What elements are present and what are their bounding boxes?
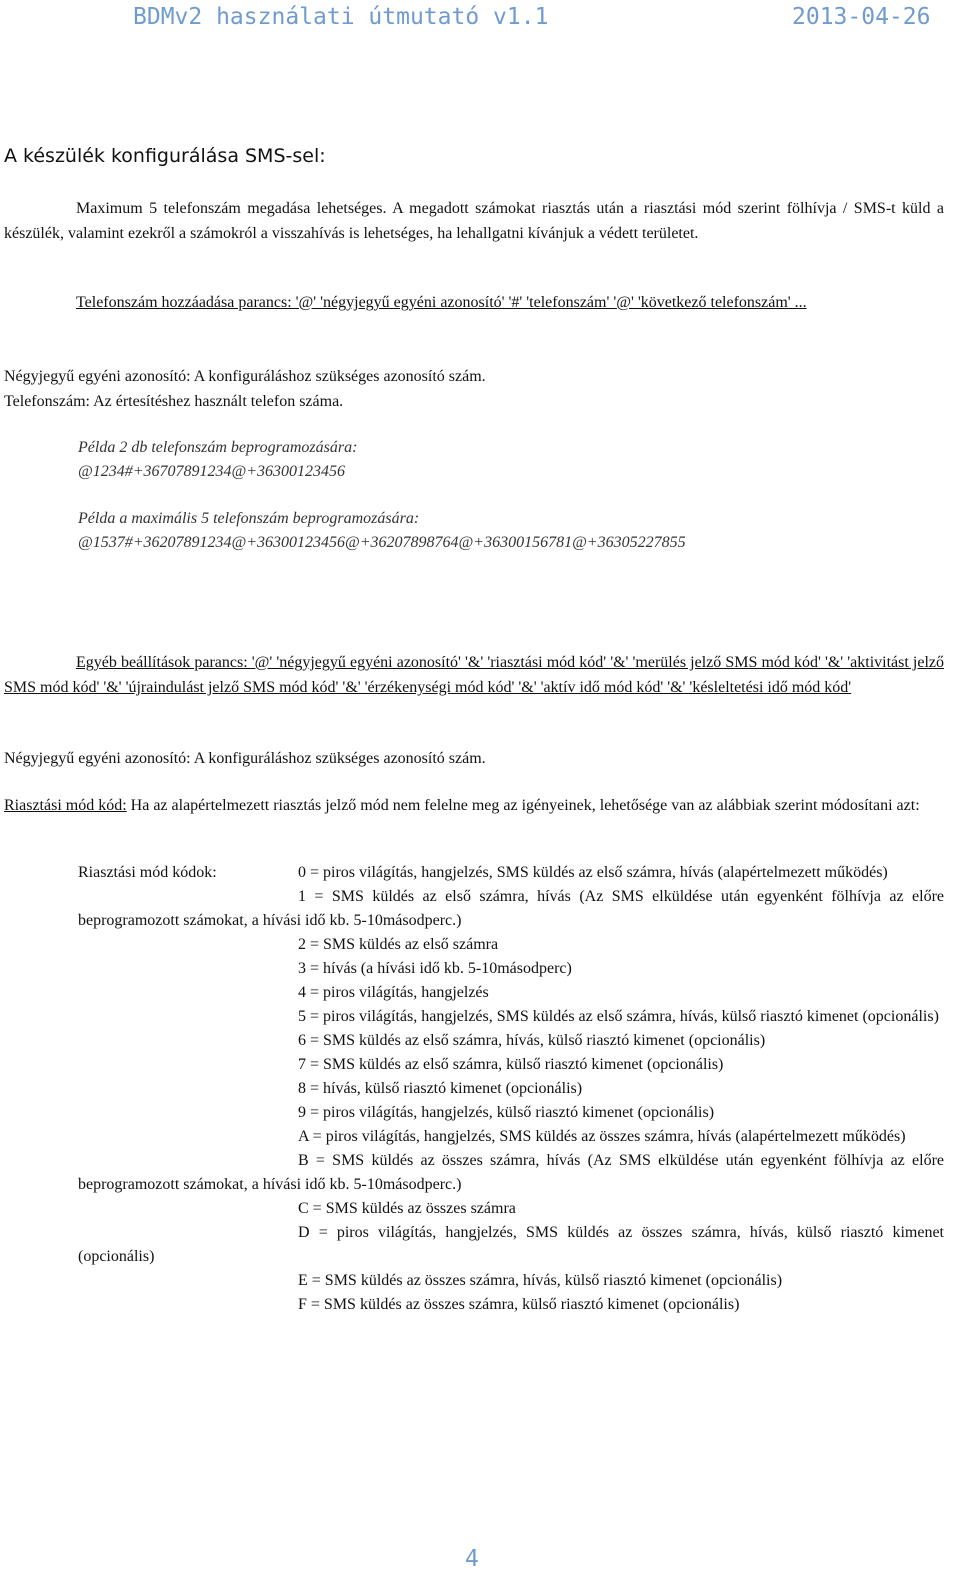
document-header-date: 2013-04-26 [792,4,931,30]
code-item: D = piros világítás, hangjelzés, SMS küldés az összes számra, hívás, külső riasztó kimenet (opcionális) [78,1224,944,1265]
code-item: 0 = piros világítás, hangjelzés, SMS küldés az első számra, hívás (alapértelmezett működés) [298,864,888,881]
other-settings-command: Egyéb beállítások parancs: '@' 'négyjegyű egyéni azonosító' '&' 'riasztási mód kód' '&' 'merülés jelző SMS mód kód' '&' 'aktivitást jelző SMS mód kód' '&' 'újraindulást jelző SMS mód kód' '&' 'érzékenységi mód kód' '&' 'aktív idő mód kód' '&' 'késleltetési idő mód kód' [4,654,944,696]
code-item: E = SMS küldés az összes számra, hívás, külső riasztó kimenet (opcionális) [298,1272,783,1289]
code-item: 6 = SMS küldés az első számra, hívás, külső riasztó kimenet (opcionális) [298,1032,766,1049]
example1-code: @1234#+36707891234@+36300123456 [78,463,346,480]
page-number: 4 [465,1546,479,1572]
document-header-title: BDMv2 használati útmutató v1.1 [133,4,549,30]
code-item: B = SMS küldés az összes számra, hívás (Az SMS elküldése után egyenként fölhívja az előre beprogramozott számokat, a hívási idő kb. 5-10másodperc.) [78,1152,944,1193]
code-item: 4 = piros világítás, hangjelzés [298,984,489,1001]
definition-phone: Telefonszám: Az értesítéshez használt telefon száma. [4,393,344,410]
alarm-mode-text: Ha az alapértelmezett riasztás jelző mód nem felelne meg az igényeinek, lehetősége van az alábbiak szerint módosítani azt: [126,797,920,814]
code-item: F = SMS küldés az összes számra, külső riasztó kimenet (opcionális) [298,1296,740,1313]
example2-title: Példa a maximális 5 telefonszám beprogramozására: [78,510,420,527]
example1-title: Példa 2 db telefonszám beprogramozására: [78,439,358,456]
section-title: A készülék konfigurálása SMS-sel: [4,145,326,167]
definition-id-2: Négyjegyű egyéni azonosító: A konfiguráláshoz szükséges azonosító szám. [4,750,486,767]
code-item: 7 = SMS küldés az első számra, külső riasztó kimenet (opcionális) [298,1056,724,1073]
example2-code: @1537#+36207891234@+36300123456@+36207898764@+36300156781@+36305227855 [78,534,686,551]
alarm-mode-paragraph [4,793,944,818]
codes-label: Riasztási mód kódok: [78,864,217,881]
code-item: C = SMS küldés az összes számra [298,1200,516,1217]
code-item: 1 = SMS küldés az első számra, hívás (Az SMS elküldése után egyenként fölhívja az előre beprogramozott számokat, a hívási idő kb. 5-10másodperc.) [78,888,944,929]
add-phone-command: Telefonszám hozzáadása parancs: '@' 'négyjegyű egyéni azonosító' '#' 'telefonszám' '@' 'következő telefonszám' ... [76,294,807,311]
code-item: 8 = hívás, külső riasztó kimenet (opcionális) [298,1080,583,1097]
code-item: 9 = piros világítás, hangjelzés, külső riasztó kimenet (opcionális) [298,1104,715,1121]
intro-paragraph: Maximum 5 telefonszám megadása lehetséges. A megadott számokat riasztás után a riasztási mód szerint fölhívja / SMS-t küld a készülék, valamint ezekről a számokról a visszahívás is lehetséges, ha lehallgatni kívánjuk a védett területet. [4,200,944,242]
code-item: A = piros világítás, hangjelzés, SMS küldés az összes számra, hívás (alapértelmezett működés) [298,1128,906,1145]
definition-id: Négyjegyű egyéni azonosító: A konfiguráláshoz szükséges azonosító szám. [4,368,486,385]
code-item: 3 = hívás (a hívási idő kb. 5-10másodperc) [298,960,572,977]
alarm-mode-codes [78,861,944,1317]
alarm-mode-label: Riasztási mód kód: [4,797,127,814]
code-item: 5 = piros világítás, hangjelzés, SMS küldés az első számra, hívás, külső riasztó kimenet (opcionális) [298,1008,939,1025]
code-item: 2 = SMS küldés az első számra [298,936,499,953]
